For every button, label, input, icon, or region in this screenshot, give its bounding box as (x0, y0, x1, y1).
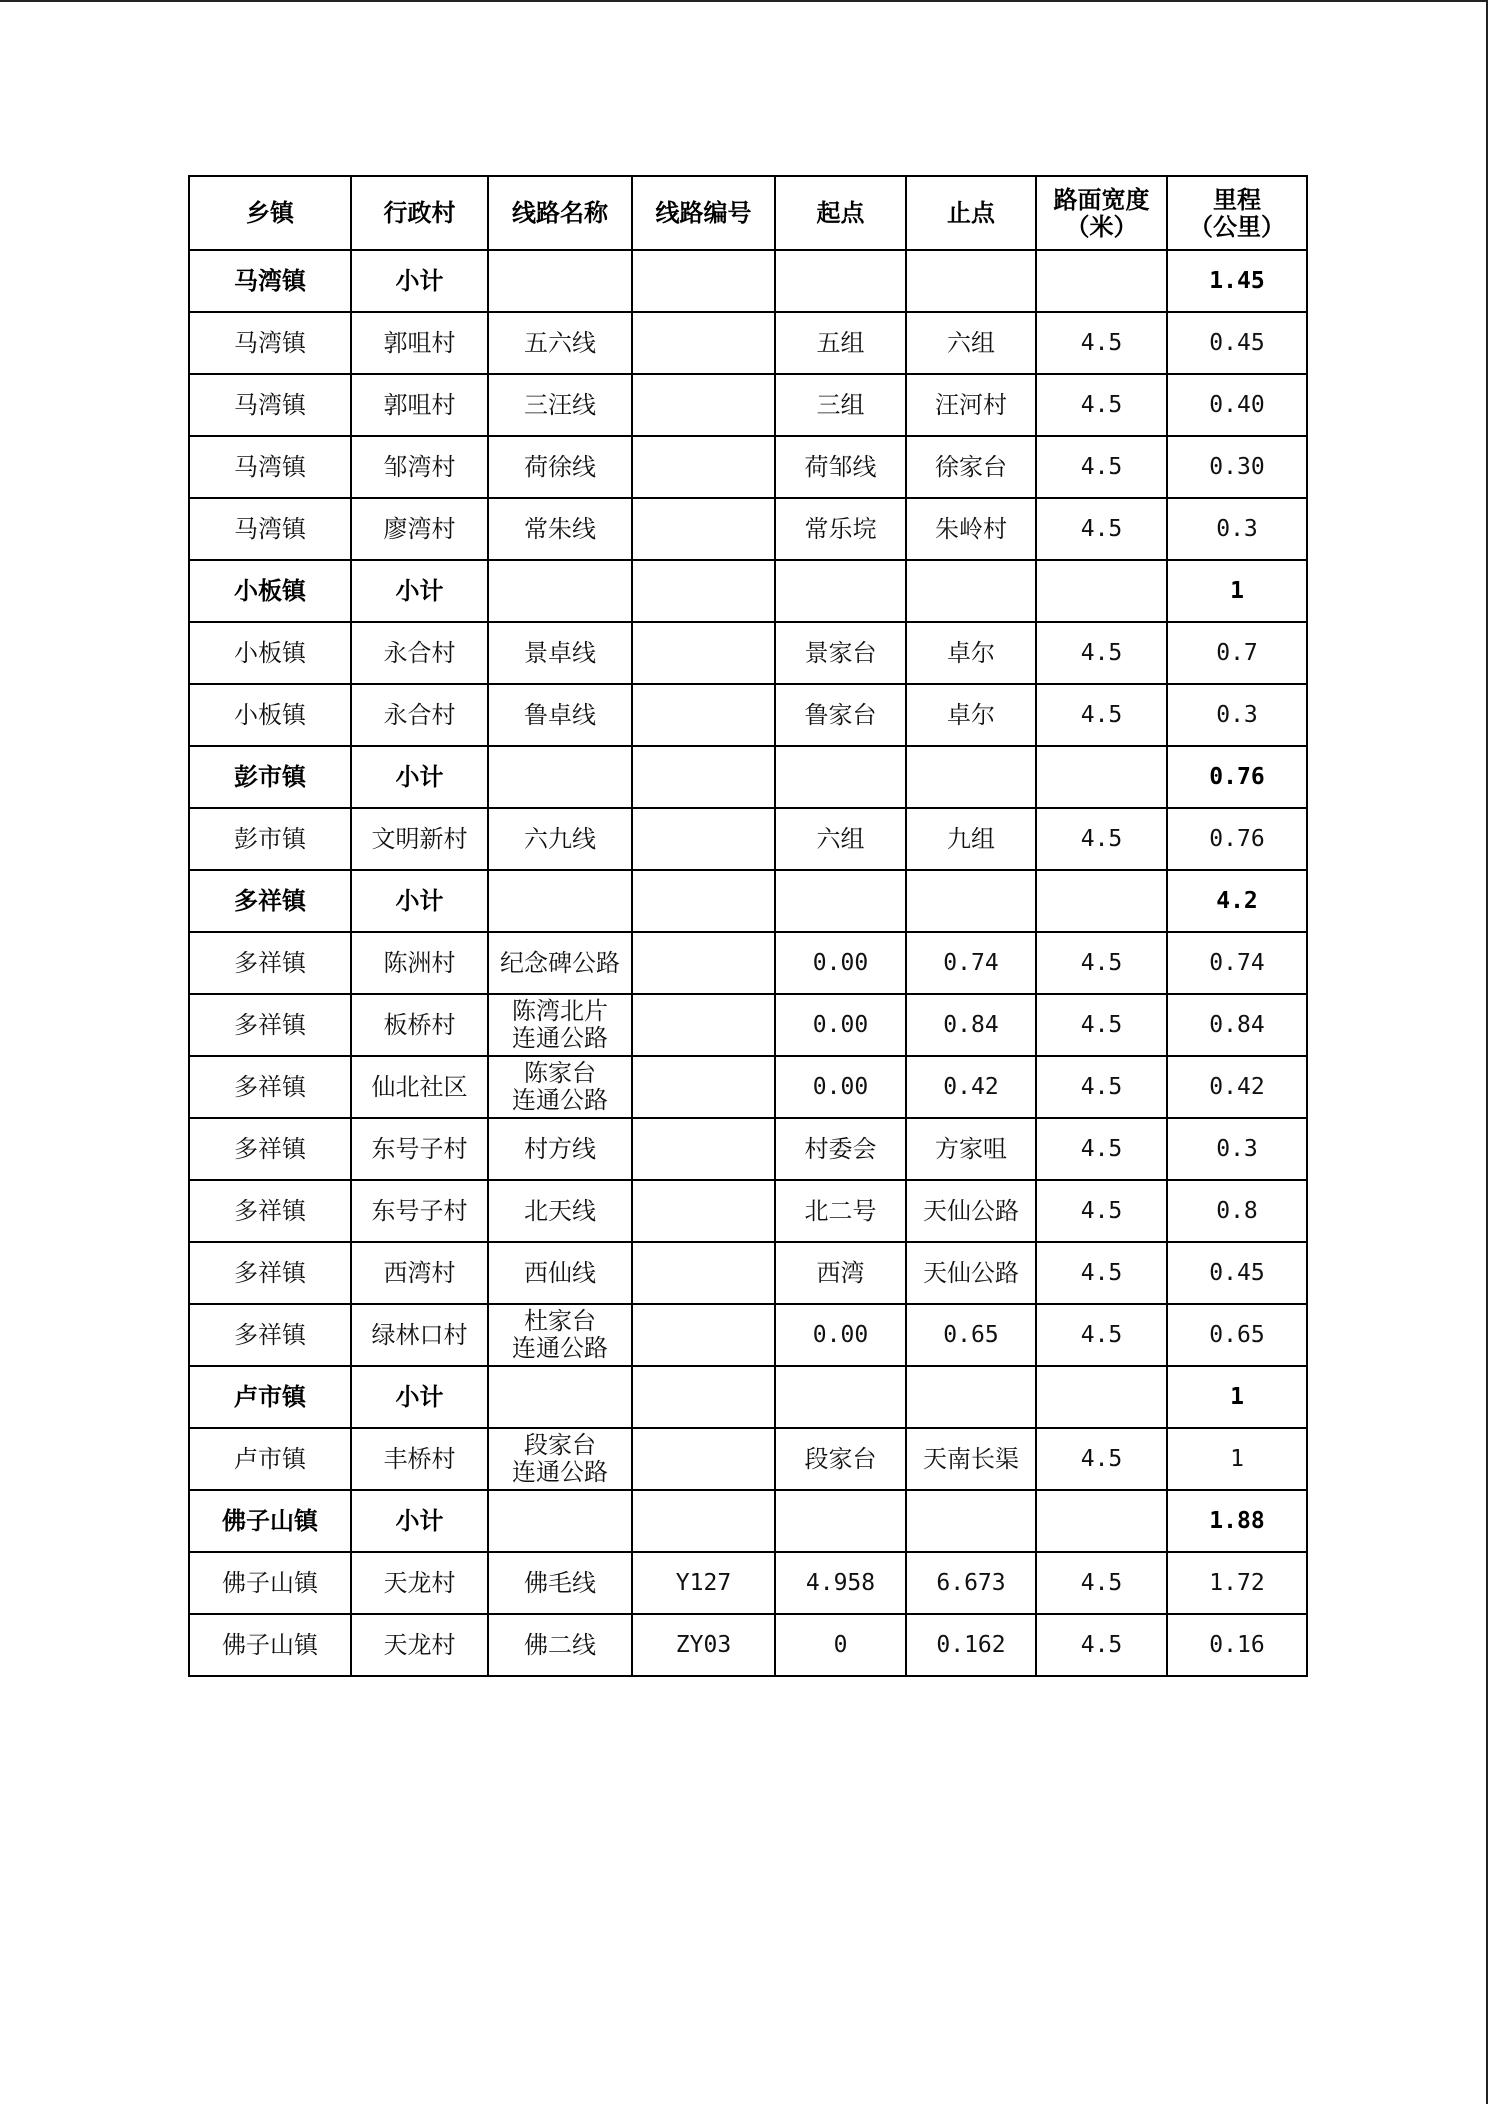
cell-route-code (632, 1490, 775, 1552)
cell-village: 永合村 (351, 684, 488, 746)
cell-length: 1.72 (1167, 1552, 1307, 1614)
cell-start: 鲁家台 (775, 684, 906, 746)
cell-width: 4.5 (1036, 374, 1167, 436)
cell-town: 多祥镇 (189, 1304, 351, 1366)
cell-start: 4.958 (775, 1552, 906, 1614)
cell-village: 郭咀村 (351, 312, 488, 374)
cell-town: 多祥镇 (189, 1180, 351, 1242)
cell-village: 仙北社区 (351, 1056, 488, 1118)
table-row (189, 1118, 1307, 1180)
cell-start: 北二号 (775, 1180, 906, 1242)
cell-start: 景家台 (775, 622, 906, 684)
cell-width: 4.5 (1036, 622, 1167, 684)
cell-end: 徐家台 (906, 436, 1036, 498)
cell-width: 4.5 (1036, 1552, 1167, 1614)
cell-end: 0.42 (906, 1056, 1036, 1118)
cell-route-name-text: 陈湾北片 连通公路 (512, 997, 608, 1052)
table-row (189, 1304, 1307, 1366)
cell-width (1036, 1490, 1167, 1552)
cell-route-name: 村方线 (488, 1118, 632, 1180)
cell-village: 小计 (351, 250, 488, 312)
cell-route-code (632, 684, 775, 746)
header-length (1167, 176, 1307, 250)
cell-width: 4.5 (1036, 436, 1167, 498)
cell-start (775, 250, 906, 312)
cell-end: 0.84 (906, 994, 1036, 1056)
table-row (189, 622, 1307, 684)
cell-end: 六组 (906, 312, 1036, 374)
cell-route-name: 佛毛线 (488, 1552, 632, 1614)
cell-town: 卢市镇 (189, 1366, 351, 1428)
cell-route-name (488, 1366, 632, 1428)
cell-town: 多祥镇 (189, 1118, 351, 1180)
cell-start: 荷邹线 (775, 436, 906, 498)
cell-length: 4.2 (1167, 870, 1307, 932)
cell-start: 常乐垸 (775, 498, 906, 560)
cell-route-name: 荷徐线 (488, 436, 632, 498)
cell-town: 多祥镇 (189, 870, 351, 932)
subtotal-row (189, 870, 1307, 932)
cell-end (906, 1366, 1036, 1428)
cell-end (906, 746, 1036, 808)
cell-village: 天龙村 (351, 1614, 488, 1676)
cell-village: 廖湾村 (351, 498, 488, 560)
cell-town: 小板镇 (189, 622, 351, 684)
subtotal-row (189, 560, 1307, 622)
cell-route-code (632, 1056, 775, 1118)
cell-end: 九组 (906, 808, 1036, 870)
cell-end: 卓尔 (906, 622, 1036, 684)
cell-town: 卢市镇 (189, 1428, 351, 1490)
cell-route-code (632, 994, 775, 1056)
cell-route-code (632, 1304, 775, 1366)
cell-route-code: ZY03 (632, 1614, 775, 1676)
cell-length: 0.45 (1167, 312, 1307, 374)
cell-village: 陈洲村 (351, 932, 488, 994)
subtotal-row (189, 250, 1307, 312)
cell-end (906, 560, 1036, 622)
cell-length: 0.8 (1167, 1180, 1307, 1242)
cell-village: 西湾村 (351, 1242, 488, 1304)
cell-town: 小板镇 (189, 560, 351, 622)
cell-town: 多祥镇 (189, 1242, 351, 1304)
cell-length: 0.76 (1167, 808, 1307, 870)
cell-route-name: 纪念碑公路 (488, 932, 632, 994)
cell-town: 马湾镇 (189, 436, 351, 498)
cell-route-name: 佛二线 (488, 1614, 632, 1676)
cell-start: 西湾 (775, 1242, 906, 1304)
cell-route-code: Y127 (632, 1552, 775, 1614)
table-row (189, 374, 1307, 436)
cell-start: 0 (775, 1614, 906, 1676)
cell-start: 五组 (775, 312, 906, 374)
cell-route-code (632, 1366, 775, 1428)
cell-length: 0.3 (1167, 684, 1307, 746)
cell-end (906, 250, 1036, 312)
cell-village: 郭咀村 (351, 374, 488, 436)
cell-length: 0.7 (1167, 622, 1307, 684)
cell-end: 6.673 (906, 1552, 1036, 1614)
cell-start: 村委会 (775, 1118, 906, 1180)
cell-route-code (632, 622, 775, 684)
roads-table (188, 175, 1308, 1677)
cell-route-code (632, 312, 775, 374)
cell-length: 1.45 (1167, 250, 1307, 312)
cell-length: 0.65 (1167, 1304, 1307, 1366)
subtotal-row (189, 1490, 1307, 1552)
cell-village: 邹湾村 (351, 436, 488, 498)
cell-village: 永合村 (351, 622, 488, 684)
cell-town: 佛子山镇 (189, 1552, 351, 1614)
cell-route-code (632, 932, 775, 994)
header-width (1036, 176, 1167, 250)
cell-end: 朱岭村 (906, 498, 1036, 560)
header-length-label: 里程 （公里） (1189, 185, 1285, 241)
cell-length: 0.16 (1167, 1614, 1307, 1676)
cell-route-name (488, 1056, 632, 1118)
cell-end: 方家咀 (906, 1118, 1036, 1180)
cell-length: 0.84 (1167, 994, 1307, 1056)
cell-town: 小板镇 (189, 684, 351, 746)
cell-village: 文明新村 (351, 808, 488, 870)
cell-village: 东号子村 (351, 1180, 488, 1242)
cell-village: 绿林口村 (351, 1304, 488, 1366)
cell-route-code (632, 808, 775, 870)
cell-width (1036, 560, 1167, 622)
cell-length: 0.76 (1167, 746, 1307, 808)
cell-village: 小计 (351, 1366, 488, 1428)
table-row (189, 808, 1307, 870)
cell-town: 彭市镇 (189, 746, 351, 808)
cell-route-code (632, 560, 775, 622)
header-end: 止点 (906, 176, 1036, 250)
cell-end: 天仙公路 (906, 1242, 1036, 1304)
cell-town: 马湾镇 (189, 250, 351, 312)
cell-end: 天仙公路 (906, 1180, 1036, 1242)
header-row (189, 176, 1307, 250)
cell-length: 0.30 (1167, 436, 1307, 498)
cell-width: 4.5 (1036, 1428, 1167, 1490)
cell-width: 4.5 (1036, 994, 1167, 1056)
cell-start (775, 560, 906, 622)
cell-route-name: 鲁卓线 (488, 684, 632, 746)
cell-width: 4.5 (1036, 1304, 1167, 1366)
cell-route-name-text: 陈家台 连通公路 (512, 1059, 608, 1114)
subtotal-row (189, 746, 1307, 808)
cell-width (1036, 746, 1167, 808)
cell-route-name-text: 杜家台 连通公路 (512, 1307, 608, 1362)
cell-town: 佛子山镇 (189, 1614, 351, 1676)
table-row (189, 684, 1307, 746)
cell-width: 4.5 (1036, 1056, 1167, 1118)
table-row (189, 1056, 1307, 1118)
cell-route-name (488, 994, 632, 1056)
cell-width: 4.5 (1036, 1614, 1167, 1676)
cell-village: 小计 (351, 1490, 488, 1552)
cell-length: 1 (1167, 1366, 1307, 1428)
cell-route-name (488, 746, 632, 808)
cell-end: 汪河村 (906, 374, 1036, 436)
table-row (189, 498, 1307, 560)
cell-end: 天南长渠 (906, 1428, 1036, 1490)
cell-end: 0.74 (906, 932, 1036, 994)
cell-width: 4.5 (1036, 312, 1167, 374)
cell-route-name: 景卓线 (488, 622, 632, 684)
cell-route-name: 北天线 (488, 1180, 632, 1242)
table-header (189, 176, 1307, 250)
cell-route-code (632, 870, 775, 932)
cell-length: 1 (1167, 1428, 1307, 1490)
cell-start: 六组 (775, 808, 906, 870)
cell-town: 马湾镇 (189, 374, 351, 436)
header-route-name: 线路名称 (488, 176, 632, 250)
cell-village: 小计 (351, 746, 488, 808)
cell-route-code (632, 1242, 775, 1304)
cell-width: 4.5 (1036, 498, 1167, 560)
cell-length: 0.3 (1167, 1118, 1307, 1180)
cell-end: 卓尔 (906, 684, 1036, 746)
cell-town: 佛子山镇 (189, 1490, 351, 1552)
cell-length: 0.42 (1167, 1056, 1307, 1118)
cell-route-code (632, 1118, 775, 1180)
table-row (189, 1242, 1307, 1304)
cell-route-name (488, 1428, 632, 1490)
cell-length: 0.74 (1167, 932, 1307, 994)
cell-width: 4.5 (1036, 1242, 1167, 1304)
table-body (189, 250, 1307, 1676)
header-village: 行政村 (351, 176, 488, 250)
cell-width (1036, 870, 1167, 932)
cell-route-code (632, 250, 775, 312)
cell-start: 0.00 (775, 1056, 906, 1118)
cell-start (775, 870, 906, 932)
cell-start: 三组 (775, 374, 906, 436)
cell-town: 马湾镇 (189, 498, 351, 560)
cell-route-code (632, 746, 775, 808)
cell-route-code (632, 498, 775, 560)
cell-width (1036, 250, 1167, 312)
cell-start: 0.00 (775, 994, 906, 1056)
cell-length: 0.45 (1167, 1242, 1307, 1304)
cell-route-name: 六九线 (488, 808, 632, 870)
cell-width (1036, 1366, 1167, 1428)
cell-village: 东号子村 (351, 1118, 488, 1180)
cell-route-code (632, 1428, 775, 1490)
cell-width: 4.5 (1036, 808, 1167, 870)
cell-start: 段家台 (775, 1428, 906, 1490)
table-row (189, 436, 1307, 498)
cell-route-name (488, 870, 632, 932)
cell-end (906, 1490, 1036, 1552)
cell-town: 马湾镇 (189, 312, 351, 374)
header-route-code: 线路编号 (632, 176, 775, 250)
cell-town: 彭市镇 (189, 808, 351, 870)
cell-start: 0.00 (775, 1304, 906, 1366)
cell-route-name: 常朱线 (488, 498, 632, 560)
table-row (189, 1552, 1307, 1614)
cell-village: 丰桥村 (351, 1428, 488, 1490)
cell-town: 多祥镇 (189, 932, 351, 994)
cell-route-name: 三汪线 (488, 374, 632, 436)
cell-route-name: 五六线 (488, 312, 632, 374)
cell-width: 4.5 (1036, 1118, 1167, 1180)
subtotal-row (189, 1366, 1307, 1428)
cell-width: 4.5 (1036, 684, 1167, 746)
cell-route-code (632, 374, 775, 436)
cell-start (775, 1490, 906, 1552)
table-row (189, 312, 1307, 374)
table-row (189, 994, 1307, 1056)
cell-start: 0.00 (775, 932, 906, 994)
cell-village: 板桥村 (351, 994, 488, 1056)
header-town: 乡镇 (189, 176, 351, 250)
cell-end (906, 870, 1036, 932)
cell-end: 0.162 (906, 1614, 1036, 1676)
table-row (189, 1614, 1307, 1676)
cell-town: 多祥镇 (189, 994, 351, 1056)
cell-length: 1 (1167, 560, 1307, 622)
header-width-label: 路面宽度 （米） (1053, 185, 1150, 241)
header-start: 起点 (775, 176, 906, 250)
table-row (189, 1428, 1307, 1490)
cell-length: 1.88 (1167, 1490, 1307, 1552)
cell-end: 0.65 (906, 1304, 1036, 1366)
cell-route-name (488, 1490, 632, 1552)
cell-village: 小计 (351, 870, 488, 932)
cell-route-code (632, 436, 775, 498)
cell-route-name-text: 段家台 连通公路 (512, 1431, 608, 1486)
cell-length: 0.40 (1167, 374, 1307, 436)
cell-route-name (488, 560, 632, 622)
cell-width: 4.5 (1036, 1180, 1167, 1242)
cell-start (775, 746, 906, 808)
cell-route-name (488, 250, 632, 312)
table-row (189, 1180, 1307, 1242)
cell-start (775, 1366, 906, 1428)
cell-route-code (632, 1180, 775, 1242)
cell-route-name (488, 1304, 632, 1366)
cell-length: 0.3 (1167, 498, 1307, 560)
page-top-edge (0, 0, 1488, 2)
table-row (189, 932, 1307, 994)
cell-village: 天龙村 (351, 1552, 488, 1614)
cell-town: 多祥镇 (189, 1056, 351, 1118)
cell-width: 4.5 (1036, 932, 1167, 994)
cell-route-name: 西仙线 (488, 1242, 632, 1304)
cell-village: 小计 (351, 560, 488, 622)
